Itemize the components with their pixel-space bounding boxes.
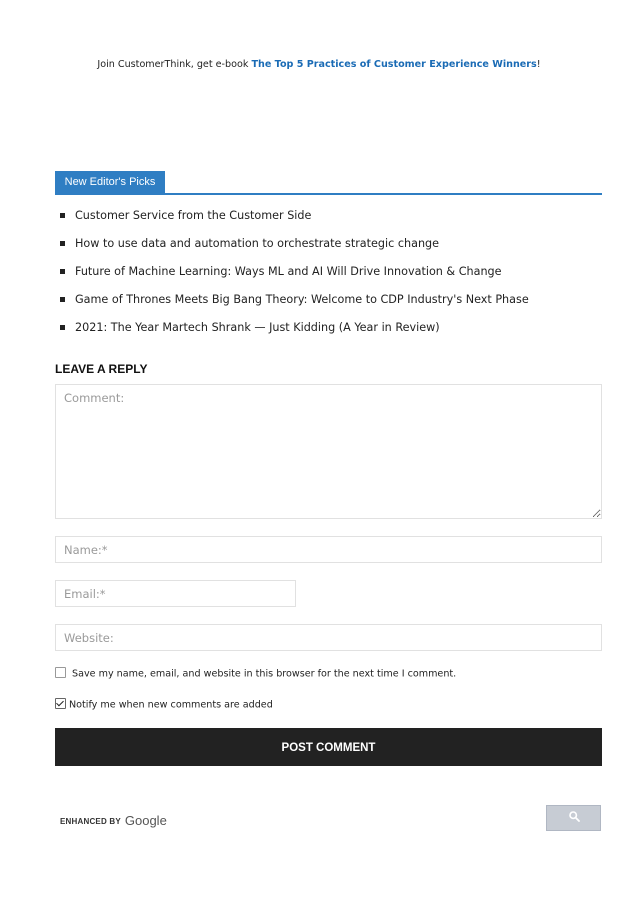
bullet-icon <box>60 213 65 218</box>
bullet-icon <box>60 269 65 274</box>
list-item[interactable] <box>60 262 620 290</box>
promo-suffix: ! <box>536 59 541 70</box>
search-icon <box>569 811 580 822</box>
comment-textarea[interactable] <box>55 384 602 519</box>
list-item[interactable] <box>60 290 620 318</box>
pick-link[interactable]: Future of Machine Learning: Ways ML and AI Will Drive Innovation & Change <box>75 265 502 278</box>
email-field[interactable] <box>55 580 296 607</box>
bullet-icon <box>60 241 65 246</box>
ebook-promo <box>0 59 638 70</box>
list-item[interactable] <box>60 206 620 234</box>
pick-link[interactable]: 2021: The Year Martech Shrank — Just Kidding (A Year in Review) <box>75 321 440 334</box>
promo-ebook-link[interactable]: The Top 5 Practices of Customer Experience Winners <box>251 59 537 70</box>
pick-link[interactable]: How to use data and automation to orchestrate strategic change <box>75 237 440 250</box>
google-logo: Google <box>124 813 167 828</box>
enhanced-by-label: ENHANCED BY <box>60 817 121 826</box>
save-info-checkbox[interactable] <box>55 667 66 678</box>
leave-reply-heading: LEAVE A REPLY <box>55 362 148 376</box>
list-item[interactable] <box>60 234 620 262</box>
post-comment-button[interactable]: POST COMMENT <box>55 728 602 766</box>
search-button[interactable] <box>546 805 601 831</box>
notify-label: Notify me when new comments are added <box>69 699 273 711</box>
notify-checkbox[interactable] <box>55 698 66 709</box>
notify-row <box>55 699 273 711</box>
editors-picks-header <box>55 171 602 195</box>
bullet-icon <box>60 297 65 302</box>
pick-link[interactable]: Game of Thrones Meets Big Bang Theory: Welcome to CDP Industry's Next Phase <box>75 293 529 306</box>
list-item[interactable] <box>60 318 620 346</box>
promo-prefix: Join CustomerThink, get e-book <box>97 59 252 70</box>
website-field[interactable] <box>55 624 602 651</box>
editors-picks-title: New Editor's Picks <box>55 171 165 193</box>
name-field[interactable] <box>55 536 602 563</box>
save-info-row <box>55 668 456 680</box>
pick-link[interactable]: Customer Service from the Customer Side <box>75 209 312 222</box>
editors-picks-list <box>60 206 620 346</box>
enhanced-by-google <box>60 812 167 827</box>
save-info-label: Save my name, email, and website in this browser for the next time I comment. <box>72 668 457 680</box>
bullet-icon <box>60 325 65 330</box>
